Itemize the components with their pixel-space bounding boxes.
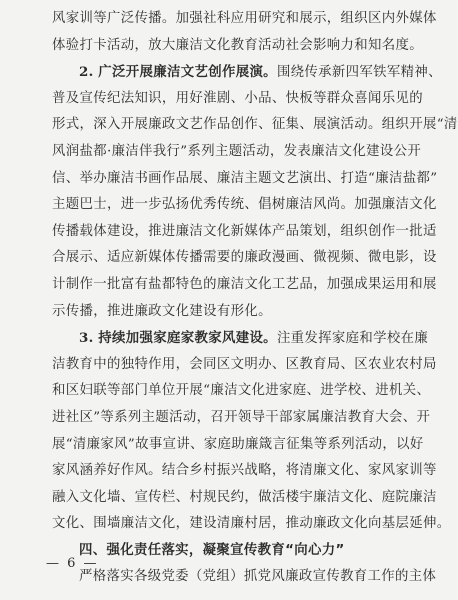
body-line: 洁教育中的独特作用，会同区文明办、区教育局、区农业农村局 — [52, 356, 437, 372]
body-line: 进社区”等系列主题活动，召开领导干部家属廉洁教育大会、开 — [52, 409, 431, 425]
body-text: 围绕传承新四军铁军精神、 — [276, 65, 442, 81]
body-line: 和区妇联等部门单位开展“廉洁文化进家庭、进学校、进机关、 — [52, 383, 431, 399]
body-line: 文化、围墙廉洁文化，建设清廉村居，推动廉政文化向基层延伸。 — [52, 516, 451, 532]
body-line: 示传播，推进廉政文化建设有形化。 — [52, 303, 272, 319]
body-line: 普及宣传纪法知识，用好淮剧、小品、快板等群众喜闻乐见的 — [52, 90, 423, 106]
body-line: 家风涵养好作风。结合乡村振兴战略，将清廉文化、家风家训等 — [52, 463, 437, 479]
section-3-first-line — [52, 325, 429, 352]
body-line: 主题巴士，进一步弘扬优秀传统、倡树廉洁风尚。加强廉洁文化 — [52, 197, 437, 213]
section-2-title: 广泛开展廉洁文艺创作展演。 — [98, 64, 277, 81]
section-number: 3. — [79, 330, 94, 347]
section-four-heading: 四、强化责任落实，凝聚宣传教育“向心力” — [79, 542, 345, 558]
section-3-title: 持续加强家庭家教家风建设。 — [98, 330, 277, 347]
body-line: 展“清廉家风”故事宣讲、家庭助廉箴言征集等系列活动，以好 — [52, 436, 424, 452]
body-line: 融入文化墙、宣传栏、村规民约，做活楼宇廉洁文化、庭院廉洁 — [52, 489, 437, 505]
body-text: 注重发挥家庭和学校在廉 — [276, 331, 429, 347]
body-line: 体验打卡活动，放大廉洁文化教育活动社会影响力和知名度。 — [52, 37, 423, 53]
section-2-first-line — [52, 59, 442, 86]
page-number: — 6 — — [46, 556, 99, 571]
body-line: 风家训等广泛传播。加强社科应用研究和展示，组织区内外媒体 — [52, 11, 437, 26]
body-line: 形式，深入开展廉政文艺作品创作、征集、展演活动。组织开展“清 — [52, 117, 458, 133]
body-line: 风润盐都·廉洁伴我行”系列主题活动，发表廉洁文化建设公开 — [52, 143, 422, 159]
body-line: 合展示、适应新媒体传播需要的廉政漫画、微视频、微电影，设 — [52, 250, 437, 266]
body-line: 信、举办廉洁书画作品展、廉洁主题文艺演出、打造“廉洁盐都” — [52, 170, 438, 186]
section-number: 2. — [79, 64, 94, 81]
body-line: 严格落实各级党委（党组）抓党风廉政宣传教育工作的主体 — [79, 569, 437, 585]
body-line: 传播载体建设，推进廉洁文化新媒体产品策划，组织创作一批适 — [52, 223, 437, 239]
body-line: 计制作一批富有盐都特色的廉洁文化工艺品，加强成果运用和展 — [52, 276, 437, 292]
